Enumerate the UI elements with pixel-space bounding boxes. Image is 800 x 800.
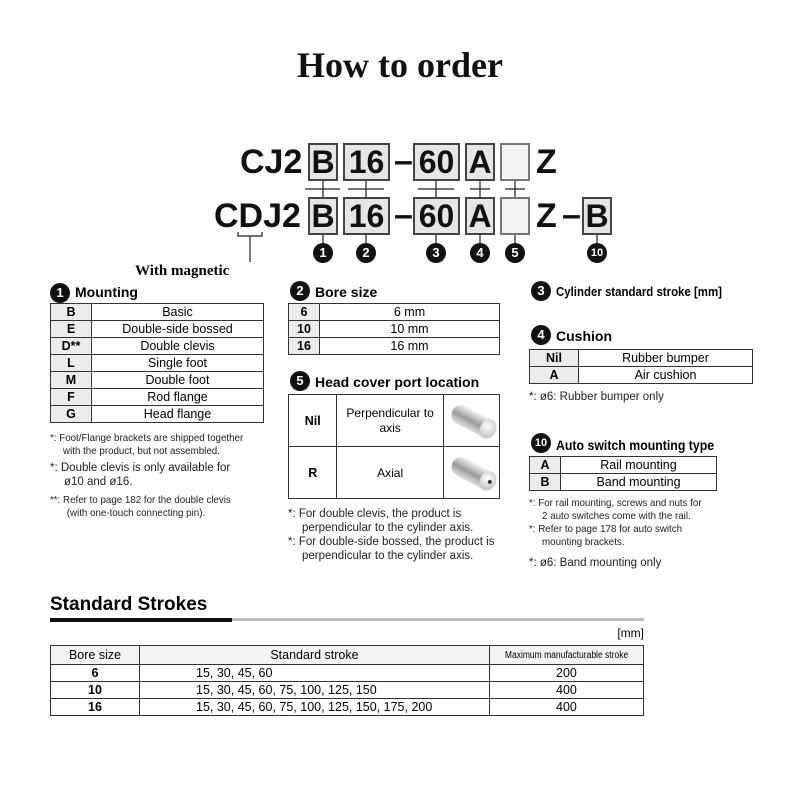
unit-label: [mm] — [617, 626, 644, 640]
option-description: Rail mounting — [561, 457, 717, 474]
marker-1: 1 — [313, 243, 333, 263]
table-row — [289, 321, 500, 338]
code-dash: – — [394, 142, 413, 180]
standard-strokes-table — [50, 645, 644, 716]
note-line: *: For double clevis, the product is — [288, 508, 462, 520]
port-code: R — [289, 447, 337, 499]
mounting-number: 1 — [50, 283, 70, 303]
option-code: L — [51, 355, 92, 372]
option-description: 16 mm — [320, 338, 500, 355]
switch-table — [529, 456, 717, 491]
option-description: Double foot — [92, 372, 264, 389]
option-code: A — [530, 367, 579, 384]
option-code: F — [51, 389, 92, 406]
mounting-notes-3 — [50, 494, 273, 520]
port-title: Head cover port location — [315, 374, 480, 390]
switch-title: Auto switch mounting type — [556, 437, 715, 453]
code-box-cushion: A — [465, 197, 495, 235]
table-row — [289, 395, 500, 447]
code-box-switch: B — [582, 197, 612, 235]
note-line: ø10 and ø16. — [64, 476, 133, 488]
mounting-title: Mounting — [75, 284, 138, 300]
option-description: Single foot — [92, 355, 264, 372]
max-cell: 400 — [489, 682, 643, 699]
header-bore-size: Bore size — [51, 646, 140, 665]
option-code: M — [51, 372, 92, 389]
option-description: 6 mm — [320, 304, 500, 321]
max-cell: 400 — [489, 699, 643, 716]
mounting-table — [50, 303, 264, 423]
standard-strokes-title: Standard Strokes — [50, 594, 208, 615]
code-box-cushion: A — [465, 143, 495, 181]
cushion-table — [529, 349, 753, 384]
port-code: Nil — [289, 395, 337, 447]
option-code: 16 — [289, 338, 320, 355]
option-description: Head flange — [92, 406, 264, 423]
marker-5: 5 — [505, 243, 525, 263]
switch-note-last: *: ø6: Band mounting only — [529, 557, 662, 569]
table-row — [530, 474, 717, 491]
code-box-mount: B — [308, 143, 338, 181]
option-code: B — [530, 474, 561, 491]
option-description: Rubber bumper — [579, 350, 753, 367]
switch-number: 10 — [531, 433, 551, 453]
bore-table — [288, 303, 500, 355]
table-row — [51, 699, 644, 716]
table-row — [51, 321, 264, 338]
option-code: 6 — [289, 304, 320, 321]
cushion-number: 4 — [531, 325, 551, 345]
table-row — [51, 406, 264, 423]
model-prefix: CDJ2 — [214, 197, 301, 235]
bore-title: Bore size — [315, 284, 378, 300]
option-description: Rod flange — [92, 389, 264, 406]
stroke-cell: 15, 30, 45, 60 — [140, 665, 490, 682]
table-row — [289, 447, 500, 499]
marker-4: 4 — [470, 243, 490, 263]
note-line: *: Double clevis is only available for — [50, 462, 231, 474]
code-dash: – — [394, 196, 413, 234]
stroke-cell: 15, 30, 45, 60, 75, 100, 125, 150 — [140, 682, 490, 699]
marker-2: 2 — [356, 243, 376, 263]
header-max-stroke-text: Maximum manufacturable stroke — [504, 650, 629, 661]
table-row — [530, 350, 753, 367]
port-table — [288, 394, 500, 499]
table-row — [51, 338, 264, 355]
option-description: Basic — [92, 304, 264, 321]
option-code: G — [51, 406, 92, 423]
code-connector-lines — [0, 0, 800, 280]
option-code: A — [530, 457, 561, 474]
option-code: Nil — [530, 350, 579, 367]
option-code: D** — [51, 338, 92, 355]
table-header-row — [51, 646, 644, 665]
bore-number: 2 — [290, 281, 310, 301]
table-row — [289, 338, 500, 355]
table-row — [51, 355, 264, 372]
stroke-cell: 15, 30, 45, 60, 75, 100, 125, 150, 175, 200 — [140, 699, 490, 716]
title-underline-accent — [50, 618, 232, 622]
stroke-number: 3 — [531, 281, 551, 301]
table-row — [51, 304, 264, 321]
table-row — [530, 457, 717, 474]
code-box-mount: B — [308, 197, 338, 235]
code-box-bore: 16 — [343, 197, 390, 235]
model-prefix: CJ2 — [240, 143, 303, 181]
bore-cell: 10 — [51, 682, 140, 699]
note-line: *: Refer to page 178 for auto switch — [529, 523, 683, 535]
with-magnetic-label: With magnetic — [135, 263, 230, 279]
note-line: perpendicular to the cylinder axis. — [302, 522, 474, 534]
table-row — [51, 372, 264, 389]
note-line: **: Refer to page 182 for the double clevis — [50, 494, 231, 506]
cushion-note: *: ø6: Rubber bumper only — [529, 391, 664, 403]
code-suffix: Z — [536, 143, 557, 181]
table-row — [51, 389, 264, 406]
mounting-notes-2 — [50, 461, 280, 489]
header-max-stroke — [489, 646, 643, 665]
note-line: with the product, but not assembled. — [63, 445, 220, 457]
marker-10: 10 — [587, 243, 607, 263]
max-cell: 200 — [489, 665, 643, 682]
code-suffix: Z — [536, 197, 557, 235]
option-description: 10 mm — [320, 321, 500, 338]
header-standard-stroke: Standard stroke — [140, 646, 490, 665]
stroke-title: Cylinder standard stroke [mm] — [556, 284, 722, 299]
option-description: Band mounting — [561, 474, 717, 491]
note-line: *: For rail mounting, screws and nuts for — [529, 497, 702, 509]
code-dash: – — [562, 196, 581, 234]
note-line: (with one-touch connecting pin). — [66, 507, 206, 519]
bore-cell: 6 — [51, 665, 140, 682]
port-desc: Perpendicular to axis — [337, 395, 443, 447]
note-line: 2 auto switches come with the rail. — [542, 510, 691, 522]
cylinder-image-perpendicular — [443, 395, 499, 447]
note-line: perpendicular to the cylinder axis. — [302, 550, 474, 562]
code-box-stroke: 60 — [413, 143, 460, 181]
cushion-title: Cushion — [556, 328, 612, 344]
table-row — [51, 665, 644, 682]
table-row — [51, 682, 644, 699]
option-description: Double clevis — [92, 338, 264, 355]
option-description: Air cushion — [579, 367, 753, 384]
code-box-stroke: 60 — [413, 197, 460, 235]
marker-3: 3 — [426, 243, 446, 263]
note-line: *: Foot/Flange brackets are shipped together — [50, 432, 244, 444]
option-code: E — [51, 321, 92, 338]
option-description: Double-side bossed — [92, 321, 264, 338]
table-row — [289, 304, 500, 321]
port-desc: Axial — [337, 447, 443, 499]
note-line: mounting brackets. — [542, 536, 625, 548]
option-code: B — [51, 304, 92, 321]
option-code: 10 — [289, 321, 320, 338]
port-number: 5 — [290, 371, 310, 391]
bore-cell: 16 — [51, 699, 140, 716]
mounting-notes — [50, 432, 264, 458]
table-row — [530, 367, 753, 384]
switch-notes — [529, 497, 752, 549]
port-notes — [288, 507, 518, 563]
page-title: How to order — [297, 45, 503, 85]
note-line: *: For double-side bossed, the product is — [288, 536, 495, 548]
code-box-bore: 16 — [343, 143, 390, 181]
cylinder-image-axial — [443, 447, 499, 499]
